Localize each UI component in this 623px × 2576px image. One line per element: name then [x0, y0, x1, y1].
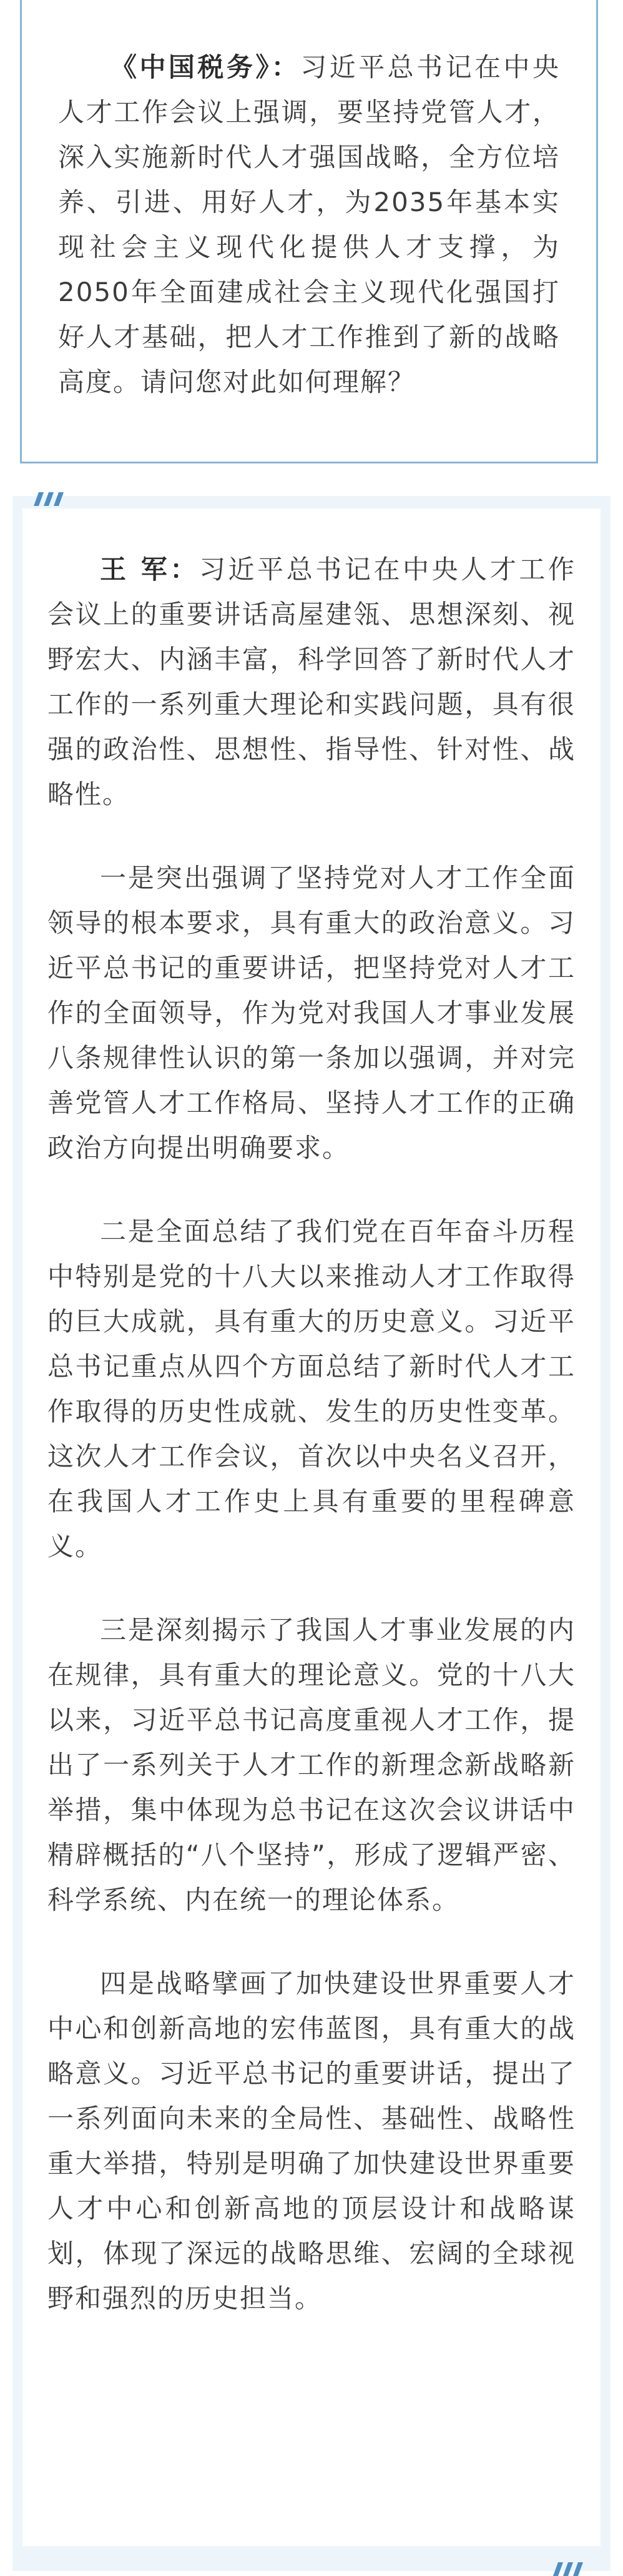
answer-point-2: 二是全面总结了我们党在百年奋斗历程中特别是党的十八大以来推动人才工作取得的巨大成就，具有重大的历史意义。习近平总书记重点从四个方面总结了新时代人才工作取得的历史性成就、发生的历史性变革。这次人才工作会议，首次以中央名义召开，在我国人才工作史上具有重要的里程碑意义。 — [47, 1216, 576, 1562]
slash-decoration-bottom — [553, 2562, 586, 2576]
question-paragraph — [58, 45, 560, 405]
answer-point-1: 一是突出强调了坚持党对人才工作全面领导的根本要求，具有重大的政治意义。习近平总书记的重要讲话，把坚持党对人才工作的全面领导，作为党对我国人才事业发展八条规律性认识的第一条加以强调，并对完善党管人才工作格局、坚持人才工作的正确政治方向提出明确要求。 — [47, 863, 576, 1163]
answer-point-3: 三是深刻揭示了我国人才事业发展的内在规律，具有重大的理论意义。党的十八大以来，习近平总书记高度重视人才工作，提出了一系列关于人才工作的新理念新战略新举措，集中体现为总书记在这次会议讲话中精辟概括的“八个坚持”，形成了逻辑严密、科学系统、内在统一的理论体系。 — [47, 1615, 576, 1915]
answer-speaker: 王 军： — [100, 554, 199, 585]
answer-panel — [12, 496, 611, 2571]
slash-decoration-top — [34, 492, 66, 506]
question-box — [20, 0, 598, 463]
question-text: 习近平总书记在中央人才工作会议上强调，要坚持党管人才，深入实施新时代人才强国战略，全方位培养、引进、用好人才，为2035年基本实现社会主义现代化提供人才支撑，为2050年全面建成社会主义现代化强国打好人才基础，把人才工作推到了新的战略高度。请问您对此如何理解？ — [58, 52, 560, 397]
question-label: 《中国税务》： — [110, 52, 301, 82]
answer-point-4: 四是战略擘画了加快建设世界重要人才中心和创新高地的宏伟蓝图，具有重大的战略意义。习近平总书记的重要讲话，提出了一系列面向未来的全局性、基础性、战略性重大举措，特别是明确了加快建设世界重要人才中心和创新高地的顶层设计和战略谋划，体现了深远的战略思维、宏阔的全球视野和强烈的历史担当。 — [47, 1968, 576, 2314]
answer-intro-paragraph — [47, 547, 576, 817]
answer-content — [22, 508, 601, 2546]
answer-intro-text: 习近平总书记在中央人才工作会议上的重要讲话高屋建瓴、思想深刻、视野宏大、内涵丰富，科学回答了新时代人才工作的一系列重大理论和实践问题，具有很强的政治性、思想性、指导性、针对性、战略性。 — [47, 554, 576, 810]
